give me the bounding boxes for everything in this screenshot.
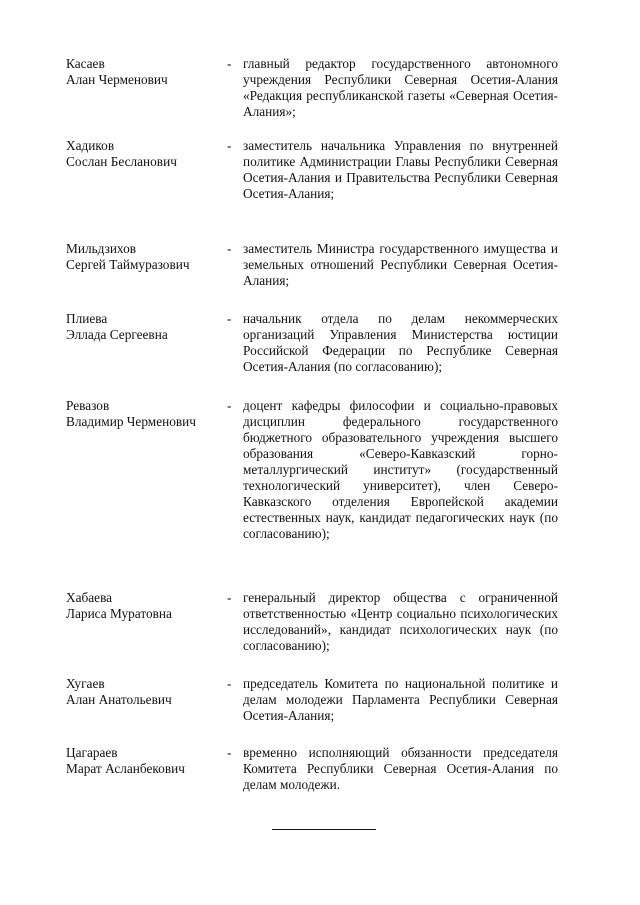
member-name <box>66 241 226 273</box>
member-first-names: Владимир Черменович <box>66 414 196 429</box>
member-last-name: Хадиков <box>66 138 115 153</box>
member-last-name: Цагараев <box>66 745 118 760</box>
entry-dash: - <box>227 676 232 691</box>
entry-dash: - <box>227 138 232 153</box>
member-name <box>66 398 226 430</box>
member-name <box>66 138 226 170</box>
member-position: заместитель Министра государственного имущества и земельных отношений Республики Северная Осетия-Алания; <box>243 241 558 288</box>
member-last-name: Плиева <box>66 311 108 326</box>
member-name <box>66 676 226 708</box>
member-first-names: Эллада Сергеевна <box>66 327 168 342</box>
member-first-names: Лариса Муратовна <box>66 606 172 621</box>
entry-dash: - <box>227 398 232 413</box>
end-divider <box>272 829 376 830</box>
member-name <box>66 311 226 343</box>
member-position: доцент кафедры философии и социально-правовых дисциплин федерального государственного бюджетного образовательного учреждения высшего образования «Северо-Кавказский горно-металлургический институт» (государственный технологический университет), член Северо-Кавказского отделения Европейской академии естественных наук, кандидат педагогических наук (по согласованию); <box>243 398 558 541</box>
member-position: временно исполняющий обязанности председателя Комитета Республики Северная Осетия-Алания по делам молодежи. <box>243 745 558 792</box>
member-first-names: Алан Анатольевич <box>66 692 172 707</box>
member-last-name: Хугаев <box>66 676 105 691</box>
member-position: начальник отдела по делам некоммерческих организаций Управления Министерства юстиции Российской Федерации по Республике Северная Осетия-Алания (по согласованию); <box>243 311 558 374</box>
member-position: заместитель начальника Управления по внутренней политике Администрации Главы Республики Северная Осетия-Алания и Правительства Республики Северная Осетия-Алания; <box>243 138 558 201</box>
member-first-names: Марат Асланбекович <box>66 761 185 776</box>
member-last-name: Ревазов <box>66 398 110 413</box>
entry-dash: - <box>227 311 232 326</box>
member-last-name: Мильдзихов <box>66 241 137 256</box>
member-name <box>66 745 226 777</box>
member-position: главный редактор государственного автономного учреждения Республики Северная Осетия-Алания «Редакция республиканской газеты «Северная Осетия-Алания»; <box>243 56 558 119</box>
member-position: генеральный директор общества с ограниченной ответственностью «Центр социально психологических исследований», кандидат психологических наук (по согласованию); <box>243 590 558 653</box>
member-name <box>66 590 226 622</box>
entry-dash: - <box>227 590 232 605</box>
member-last-name: Хабаева <box>66 590 113 605</box>
member-last-name: Касаев <box>66 56 105 71</box>
member-position: председатель Комитета по национальной политике и делам молодежи Парламента Республики Северная Осетия-Алания; <box>243 676 558 723</box>
entry-dash: - <box>227 56 232 71</box>
entry-dash: - <box>227 745 232 760</box>
entry-dash: - <box>227 241 232 256</box>
member-first-names: Алан Черменович <box>66 72 168 87</box>
member-first-names: Сергей Таймуразович <box>66 257 190 272</box>
member-name <box>66 56 226 88</box>
member-first-names: Сослан Бесланович <box>66 154 177 169</box>
